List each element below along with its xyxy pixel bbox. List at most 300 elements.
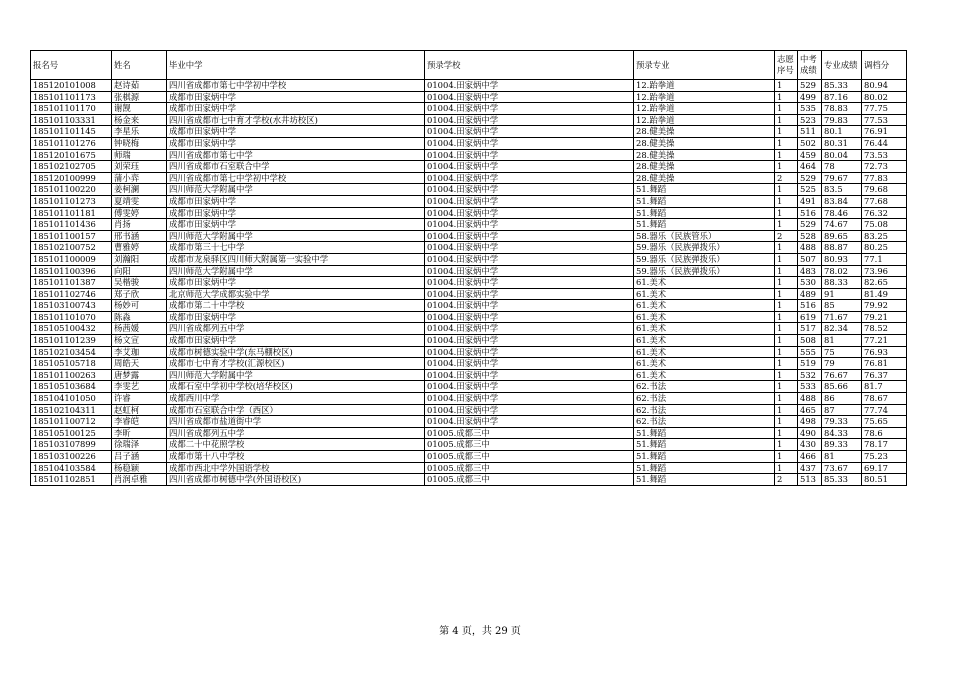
header-admit-school: 预录学校 [425, 51, 634, 80]
cell-major-score: 85.33 [822, 474, 862, 486]
cell-admit-major: 28.健美操 [634, 172, 775, 184]
cell-admit-school: 01004.田家炳中学 [425, 288, 634, 300]
cell-registration-no: 185101101145 [31, 126, 112, 138]
cell-graduate-school: 北京师范大学成都实验中学 [167, 288, 425, 300]
cell-student-name: 向阳 [112, 265, 167, 277]
cell-admit-major: 12.跆拳道 [634, 103, 775, 115]
cell-graduate-school: 成都西川中学 [167, 393, 425, 405]
cell-student-name: 夏靖雯 [112, 195, 167, 207]
cell-final-score: 79.68 [862, 184, 907, 196]
cell-major-score: 78.83 [822, 103, 862, 115]
cell-admit-school: 01005.成都三中 [425, 474, 634, 486]
cell-student-name: 张棋源 [112, 91, 167, 103]
cell-major-score: 76.67 [822, 369, 862, 381]
table-row [31, 219, 907, 231]
cell-graduate-school: 成都市第十八中学校 [167, 451, 425, 463]
cell-registration-no: 185101100220 [31, 184, 112, 196]
cell-preference-no: 1 [775, 114, 798, 126]
table-row [31, 335, 907, 347]
cell-preference-no: 1 [775, 451, 798, 463]
cell-student-name: 谢觊 [112, 103, 167, 115]
cell-preference-no: 1 [775, 184, 798, 196]
table-row [31, 393, 907, 405]
cell-graduate-school: 成都市田家炳中学 [167, 91, 425, 103]
cell-admit-school: 01005.成都三中 [425, 439, 634, 451]
cell-preference-no: 1 [775, 80, 798, 92]
cell-final-score: 81.49 [862, 288, 907, 300]
cell-final-score: 77.1 [862, 253, 907, 265]
cell-major-score: 74.67 [822, 219, 862, 231]
cell-preference-no: 2 [775, 230, 798, 242]
cell-student-name: 吴楷骏 [112, 277, 167, 289]
cell-graduate-school: 成都市田家炳中学 [167, 126, 425, 138]
table-row [31, 381, 907, 393]
table-row [31, 474, 907, 486]
table-row [31, 253, 907, 265]
cell-major-score: 75 [822, 346, 862, 358]
table-row [31, 161, 907, 173]
cell-preference-no: 1 [775, 242, 798, 254]
cell-final-score: 75.23 [862, 451, 907, 463]
cell-admit-major: 51.舞蹈 [634, 195, 775, 207]
cell-registration-no: 185101100009 [31, 253, 112, 265]
cell-final-score: 78.6 [862, 427, 907, 439]
cell-preference-no: 1 [775, 416, 798, 428]
cell-preference-no: 1 [775, 346, 798, 358]
cell-preference-no: 1 [775, 161, 798, 173]
cell-final-score: 80.94 [862, 80, 907, 92]
cell-graduate-school: 成都市第三十七中学 [167, 242, 425, 254]
cell-preference-no: 1 [775, 219, 798, 231]
cell-final-score: 72.73 [862, 161, 907, 173]
cell-exam-score: 490 [798, 427, 822, 439]
cell-final-score: 75.08 [862, 219, 907, 231]
cell-student-name: 李昕 [112, 427, 167, 439]
table-row [31, 114, 907, 126]
cell-preference-no: 1 [775, 207, 798, 219]
cell-admit-school: 01004.田家炳中学 [425, 311, 634, 323]
cell-exam-score: 437 [798, 462, 822, 474]
cell-graduate-school: 成都市第二十中学校 [167, 300, 425, 312]
table-row [31, 404, 907, 416]
cell-major-score: 84.33 [822, 427, 862, 439]
table-row [31, 427, 907, 439]
cell-preference-no: 1 [775, 369, 798, 381]
cell-student-name: 李艾珈 [112, 346, 167, 358]
cell-student-name: 周皓天 [112, 358, 167, 370]
cell-student-name: 杨文宣 [112, 335, 167, 347]
cell-admit-school: 01004.田家炳中学 [425, 137, 634, 149]
cell-student-name: 肖润卓雅 [112, 474, 167, 486]
cell-admit-school: 01004.田家炳中学 [425, 126, 634, 138]
cell-graduate-school: 成都市西北中学外国语学校 [167, 462, 425, 474]
cell-exam-score: 535 [798, 103, 822, 115]
cell-final-score: 78.67 [862, 393, 907, 405]
cell-admit-major: 51.舞蹈 [634, 184, 775, 196]
header-admit-major: 预录专业 [634, 51, 775, 80]
cell-exam-score: 508 [798, 335, 822, 347]
table-row [31, 137, 907, 149]
cell-graduate-school: 成都市七中育才学校(汇源校区) [167, 358, 425, 370]
cell-graduate-school: 成都市石室联合中学（西区） [167, 404, 425, 416]
cell-preference-no: 1 [775, 277, 798, 289]
cell-final-score: 77.68 [862, 195, 907, 207]
cell-final-score: 76.32 [862, 207, 907, 219]
cell-admit-school: 01004.田家炳中学 [425, 265, 634, 277]
cell-preference-no: 1 [775, 265, 798, 277]
cell-admit-school: 01005.成都三中 [425, 451, 634, 463]
cell-exam-score: 511 [798, 126, 822, 138]
cell-exam-score: 517 [798, 323, 822, 335]
table-row [31, 242, 907, 254]
cell-student-name: 赵诗茹 [112, 80, 167, 92]
cell-student-name: 李雯艺 [112, 381, 167, 393]
cell-registration-no: 185105103684 [31, 381, 112, 393]
cell-exam-score: 532 [798, 369, 822, 381]
cell-registration-no: 185101101436 [31, 219, 112, 231]
cell-major-score: 85.33 [822, 80, 862, 92]
cell-major-score: 78.46 [822, 207, 862, 219]
table-row [31, 277, 907, 289]
cell-registration-no: 185101101070 [31, 311, 112, 323]
cell-graduate-school: 成都市田家炳中学 [167, 137, 425, 149]
cell-preference-no: 1 [775, 300, 798, 312]
cell-registration-no: 185101101181 [31, 207, 112, 219]
cell-final-score: 77.74 [862, 404, 907, 416]
header-major-score: 专业成绩 [822, 51, 862, 80]
cell-major-score: 80.31 [822, 137, 862, 149]
cell-exam-score: 488 [798, 242, 822, 254]
cell-preference-no: 1 [775, 323, 798, 335]
cell-registration-no: 185120100999 [31, 172, 112, 184]
cell-preference-no: 1 [775, 381, 798, 393]
cell-graduate-school: 四川省成都列五中学 [167, 323, 425, 335]
cell-registration-no: 185101100157 [31, 230, 112, 242]
cell-major-score: 79.83 [822, 114, 862, 126]
table-row [31, 300, 907, 312]
cell-final-score: 76.81 [862, 358, 907, 370]
cell-exam-score: 619 [798, 311, 822, 323]
cell-admit-school: 01004.田家炳中学 [425, 149, 634, 161]
cell-preference-no: 1 [775, 126, 798, 138]
cell-exam-score: 488 [798, 393, 822, 405]
cell-final-score: 75.65 [862, 416, 907, 428]
cell-registration-no: 185103107899 [31, 439, 112, 451]
cell-admit-school: 01004.田家炳中学 [425, 91, 634, 103]
cell-final-score: 81.7 [862, 381, 907, 393]
cell-graduate-school: 四川省成都市树德中学(外国语校区) [167, 474, 425, 486]
table-row [31, 230, 907, 242]
cell-major-score: 71.67 [822, 311, 862, 323]
cell-student-name: 许睿 [112, 393, 167, 405]
cell-registration-no: 185101101170 [31, 103, 112, 115]
cell-major-score: 82.34 [822, 323, 862, 335]
cell-graduate-school: 成都市田家炳中学 [167, 277, 425, 289]
cell-student-name: 徐瑞泽 [112, 439, 167, 451]
cell-admit-major: 58.器乐（民族管乐） [634, 230, 775, 242]
cell-preference-no: 1 [775, 427, 798, 439]
table-row [31, 288, 907, 300]
cell-major-score: 79 [822, 358, 862, 370]
cell-admit-school: 01004.田家炳中学 [425, 393, 634, 405]
cell-admit-major: 59.器乐（民族弹拨乐） [634, 253, 775, 265]
cell-admit-major: 61.美术 [634, 277, 775, 289]
cell-major-score: 87 [822, 404, 862, 416]
cell-graduate-school: 成都市田家炳中学 [167, 207, 425, 219]
cell-graduate-school: 四川省成都市第七中学初中学校 [167, 80, 425, 92]
cell-registration-no: 185102100752 [31, 242, 112, 254]
cell-registration-no: 185105100125 [31, 427, 112, 439]
cell-student-name: 刘荣珏 [112, 161, 167, 173]
cell-exam-score: 555 [798, 346, 822, 358]
cell-major-score: 88.87 [822, 242, 862, 254]
cell-major-score: 88.33 [822, 277, 862, 289]
cell-registration-no: 185104103584 [31, 462, 112, 474]
cell-admit-major: 51.舞蹈 [634, 219, 775, 231]
cell-admit-school: 01004.田家炳中学 [425, 277, 634, 289]
cell-admit-school: 01004.田家炳中学 [425, 253, 634, 265]
cell-exam-score: 528 [798, 230, 822, 242]
cell-exam-score: 466 [798, 451, 822, 463]
cell-final-score: 69.17 [862, 462, 907, 474]
cell-final-score: 82.65 [862, 277, 907, 289]
cell-final-score: 76.44 [862, 137, 907, 149]
cell-major-score: 80.1 [822, 126, 862, 138]
cell-final-score: 83.25 [862, 230, 907, 242]
cell-major-score: 85.66 [822, 381, 862, 393]
cell-graduate-school: 成都石室中学初中学校(培华校区) [167, 381, 425, 393]
table-row [31, 462, 907, 474]
cell-graduate-school: 成都市龙泉驿区四川师大附属第一实验中学 [167, 253, 425, 265]
cell-preference-no: 1 [775, 404, 798, 416]
cell-registration-no: 185101100712 [31, 416, 112, 428]
cell-preference-no: 1 [775, 439, 798, 451]
header-preference-no: 志愿序号 [775, 51, 798, 80]
cell-student-name: 杨金来 [112, 114, 167, 126]
cell-exam-score: 530 [798, 277, 822, 289]
table-row [31, 207, 907, 219]
cell-admit-major: 59.器乐（民族弹拨乐） [634, 242, 775, 254]
cell-admit-major: 12.跆拳道 [634, 114, 775, 126]
cell-registration-no: 185120101675 [31, 149, 112, 161]
cell-admit-major: 51.舞蹈 [634, 427, 775, 439]
cell-graduate-school: 四川省成都市七中育才学校(水井坊校区) [167, 114, 425, 126]
cell-student-name: 肖扬 [112, 219, 167, 231]
cell-registration-no: 185104101050 [31, 393, 112, 405]
cell-admit-school: 01004.田家炳中学 [425, 358, 634, 370]
cell-admit-school: 01005.成都三中 [425, 427, 634, 439]
cell-registration-no: 185101103331 [31, 114, 112, 126]
cell-preference-no: 1 [775, 393, 798, 405]
table-row [31, 172, 907, 184]
cell-major-score: 87.16 [822, 91, 862, 103]
cell-final-score: 80.51 [862, 474, 907, 486]
cell-registration-no: 185102102705 [31, 161, 112, 173]
cell-admit-major: 61.美术 [634, 358, 775, 370]
cell-final-score: 76.91 [862, 126, 907, 138]
table-body [31, 80, 907, 486]
table-row [31, 126, 907, 138]
cell-preference-no: 1 [775, 91, 798, 103]
cell-exam-score: 459 [798, 149, 822, 161]
cell-admit-major: 62.书法 [634, 416, 775, 428]
cell-student-name: 杨稳颖 [112, 462, 167, 474]
cell-graduate-school: 成都市田家炳中学 [167, 195, 425, 207]
cell-major-score: 85 [822, 300, 862, 312]
header-graduate-school: 毕业中学 [167, 51, 425, 80]
cell-major-score: 81 [822, 451, 862, 463]
cell-exam-score: 489 [798, 288, 822, 300]
table-row [31, 311, 907, 323]
cell-final-score: 73.53 [862, 149, 907, 161]
cell-admit-major: 62.书法 [634, 381, 775, 393]
cell-student-name: 邢书涵 [112, 230, 167, 242]
table-row [31, 91, 907, 103]
cell-student-name: 陈淼 [112, 311, 167, 323]
cell-admit-school: 01004.田家炳中学 [425, 369, 634, 381]
cell-graduate-school: 成都市田家炳中学 [167, 219, 425, 231]
table-row [31, 195, 907, 207]
cell-admit-major: 61.美术 [634, 323, 775, 335]
cell-admit-major: 61.美术 [634, 369, 775, 381]
cell-student-name: 傅雯婷 [112, 207, 167, 219]
page-footer: 第 4 页，共 29 页 [439, 626, 521, 637]
cell-major-score: 78 [822, 161, 862, 173]
cell-major-score: 83.5 [822, 184, 862, 196]
cell-admit-school: 01004.田家炳中学 [425, 161, 634, 173]
cell-admit-major: 61.美术 [634, 300, 775, 312]
cell-preference-no: 1 [775, 195, 798, 207]
cell-graduate-school: 成都市田家炳中学 [167, 311, 425, 323]
cell-admit-major: 61.美术 [634, 346, 775, 358]
table-row [31, 265, 907, 277]
cell-preference-no: 2 [775, 172, 798, 184]
cell-admit-major: 12.跆拳道 [634, 80, 775, 92]
cell-admit-school: 01004.田家炳中学 [425, 416, 634, 428]
cell-registration-no: 185120101008 [31, 80, 112, 92]
cell-final-score: 78.17 [862, 439, 907, 451]
cell-registration-no: 185101102746 [31, 288, 112, 300]
cell-admit-school: 01004.田家炳中学 [425, 103, 634, 115]
cell-major-score: 80.93 [822, 253, 862, 265]
cell-registration-no: 185103100743 [31, 300, 112, 312]
cell-major-score: 86 [822, 393, 862, 405]
cell-admit-school: 01004.田家炳中学 [425, 80, 634, 92]
cell-student-name: 曹雅婷 [112, 242, 167, 254]
cell-registration-no: 185101101173 [31, 91, 112, 103]
cell-admit-major: 59.器乐（民族弹拨乐） [634, 265, 775, 277]
table-row [31, 439, 907, 451]
cell-graduate-school: 四川省成都市盐道街中学 [167, 416, 425, 428]
cell-admit-major: 62.书法 [634, 393, 775, 405]
cell-student-name: 姜柯澜 [112, 184, 167, 196]
cell-graduate-school: 成都市树德实验中学(东马棚校区) [167, 346, 425, 358]
cell-final-score: 80.25 [862, 242, 907, 254]
table-row [31, 346, 907, 358]
cell-exam-score: 483 [798, 265, 822, 277]
cell-admit-school: 01004.田家炳中学 [425, 335, 634, 347]
cell-admit-school: 01004.田家炳中学 [425, 404, 634, 416]
cell-registration-no: 185103100226 [31, 451, 112, 463]
cell-student-name: 刘瀚阳 [112, 253, 167, 265]
cell-admit-school: 01004.田家炳中学 [425, 114, 634, 126]
cell-admit-major: 61.美术 [634, 335, 775, 347]
cell-preference-no: 1 [775, 358, 798, 370]
cell-registration-no: 185101101273 [31, 195, 112, 207]
cell-admit-major: 62.书法 [634, 404, 775, 416]
cell-student-name: 郑子欣 [112, 288, 167, 300]
cell-preference-no: 1 [775, 288, 798, 300]
cell-preference-no: 1 [775, 335, 798, 347]
header-exam-score: 中考成绩 [798, 51, 822, 80]
cell-registration-no: 185101100263 [31, 369, 112, 381]
cell-final-score: 76.37 [862, 369, 907, 381]
cell-admit-major: 51.舞蹈 [634, 451, 775, 463]
cell-student-name: 蒲小弈 [112, 172, 167, 184]
cell-preference-no: 1 [775, 103, 798, 115]
cell-final-score: 77.53 [862, 114, 907, 126]
cell-preference-no: 1 [775, 311, 798, 323]
admission-table [30, 50, 907, 486]
cell-graduate-school: 四川省成都市第七中学初中学校 [167, 172, 425, 184]
cell-registration-no: 185105100432 [31, 323, 112, 335]
cell-major-score: 79.67 [822, 172, 862, 184]
cell-student-name: 赵虹柯 [112, 404, 167, 416]
cell-student-name: 李星乐 [112, 126, 167, 138]
cell-admit-major: 51.舞蹈 [634, 474, 775, 486]
cell-registration-no: 185101100396 [31, 265, 112, 277]
cell-admit-school: 01004.田家炳中学 [425, 195, 634, 207]
table-row [31, 80, 907, 92]
table-row [31, 369, 907, 381]
cell-admit-school: 01004.田家炳中学 [425, 300, 634, 312]
cell-exam-score: 516 [798, 300, 822, 312]
cell-major-score: 89.65 [822, 230, 862, 242]
header-row [31, 51, 907, 80]
cell-admit-school: 01004.田家炳中学 [425, 207, 634, 219]
cell-exam-score: 513 [798, 474, 822, 486]
cell-final-score: 77.83 [862, 172, 907, 184]
cell-student-name: 李睿皑 [112, 416, 167, 428]
cell-graduate-school: 四川省成都列五中学 [167, 427, 425, 439]
cell-admit-major: 51.舞蹈 [634, 439, 775, 451]
cell-admit-major: 28.健美操 [634, 149, 775, 161]
cell-major-score: 81 [822, 335, 862, 347]
cell-exam-score: 523 [798, 114, 822, 126]
cell-registration-no: 185101101387 [31, 277, 112, 289]
cell-exam-score: 498 [798, 416, 822, 428]
cell-admit-school: 01004.田家炳中学 [425, 219, 634, 231]
table-row [31, 358, 907, 370]
cell-student-name: 杨茜媛 [112, 323, 167, 335]
cell-graduate-school: 四川师范大学附属中学 [167, 265, 425, 277]
table-row [31, 184, 907, 196]
cell-admit-major: 28.健美操 [634, 161, 775, 173]
cell-admit-school: 01004.田家炳中学 [425, 184, 634, 196]
table-row [31, 149, 907, 161]
header-final-score: 调档分 [862, 51, 907, 80]
cell-exam-score: 430 [798, 439, 822, 451]
cell-admit-major: 51.舞蹈 [634, 207, 775, 219]
cell-registration-no: 185102103454 [31, 346, 112, 358]
cell-admit-major: 12.跆拳道 [634, 91, 775, 103]
cell-exam-score: 491 [798, 195, 822, 207]
cell-final-score: 77.75 [862, 103, 907, 115]
cell-registration-no: 185101101239 [31, 335, 112, 347]
cell-admit-major: 51.舞蹈 [634, 462, 775, 474]
cell-admit-school: 01004.田家炳中学 [425, 346, 634, 358]
cell-exam-score: 519 [798, 358, 822, 370]
